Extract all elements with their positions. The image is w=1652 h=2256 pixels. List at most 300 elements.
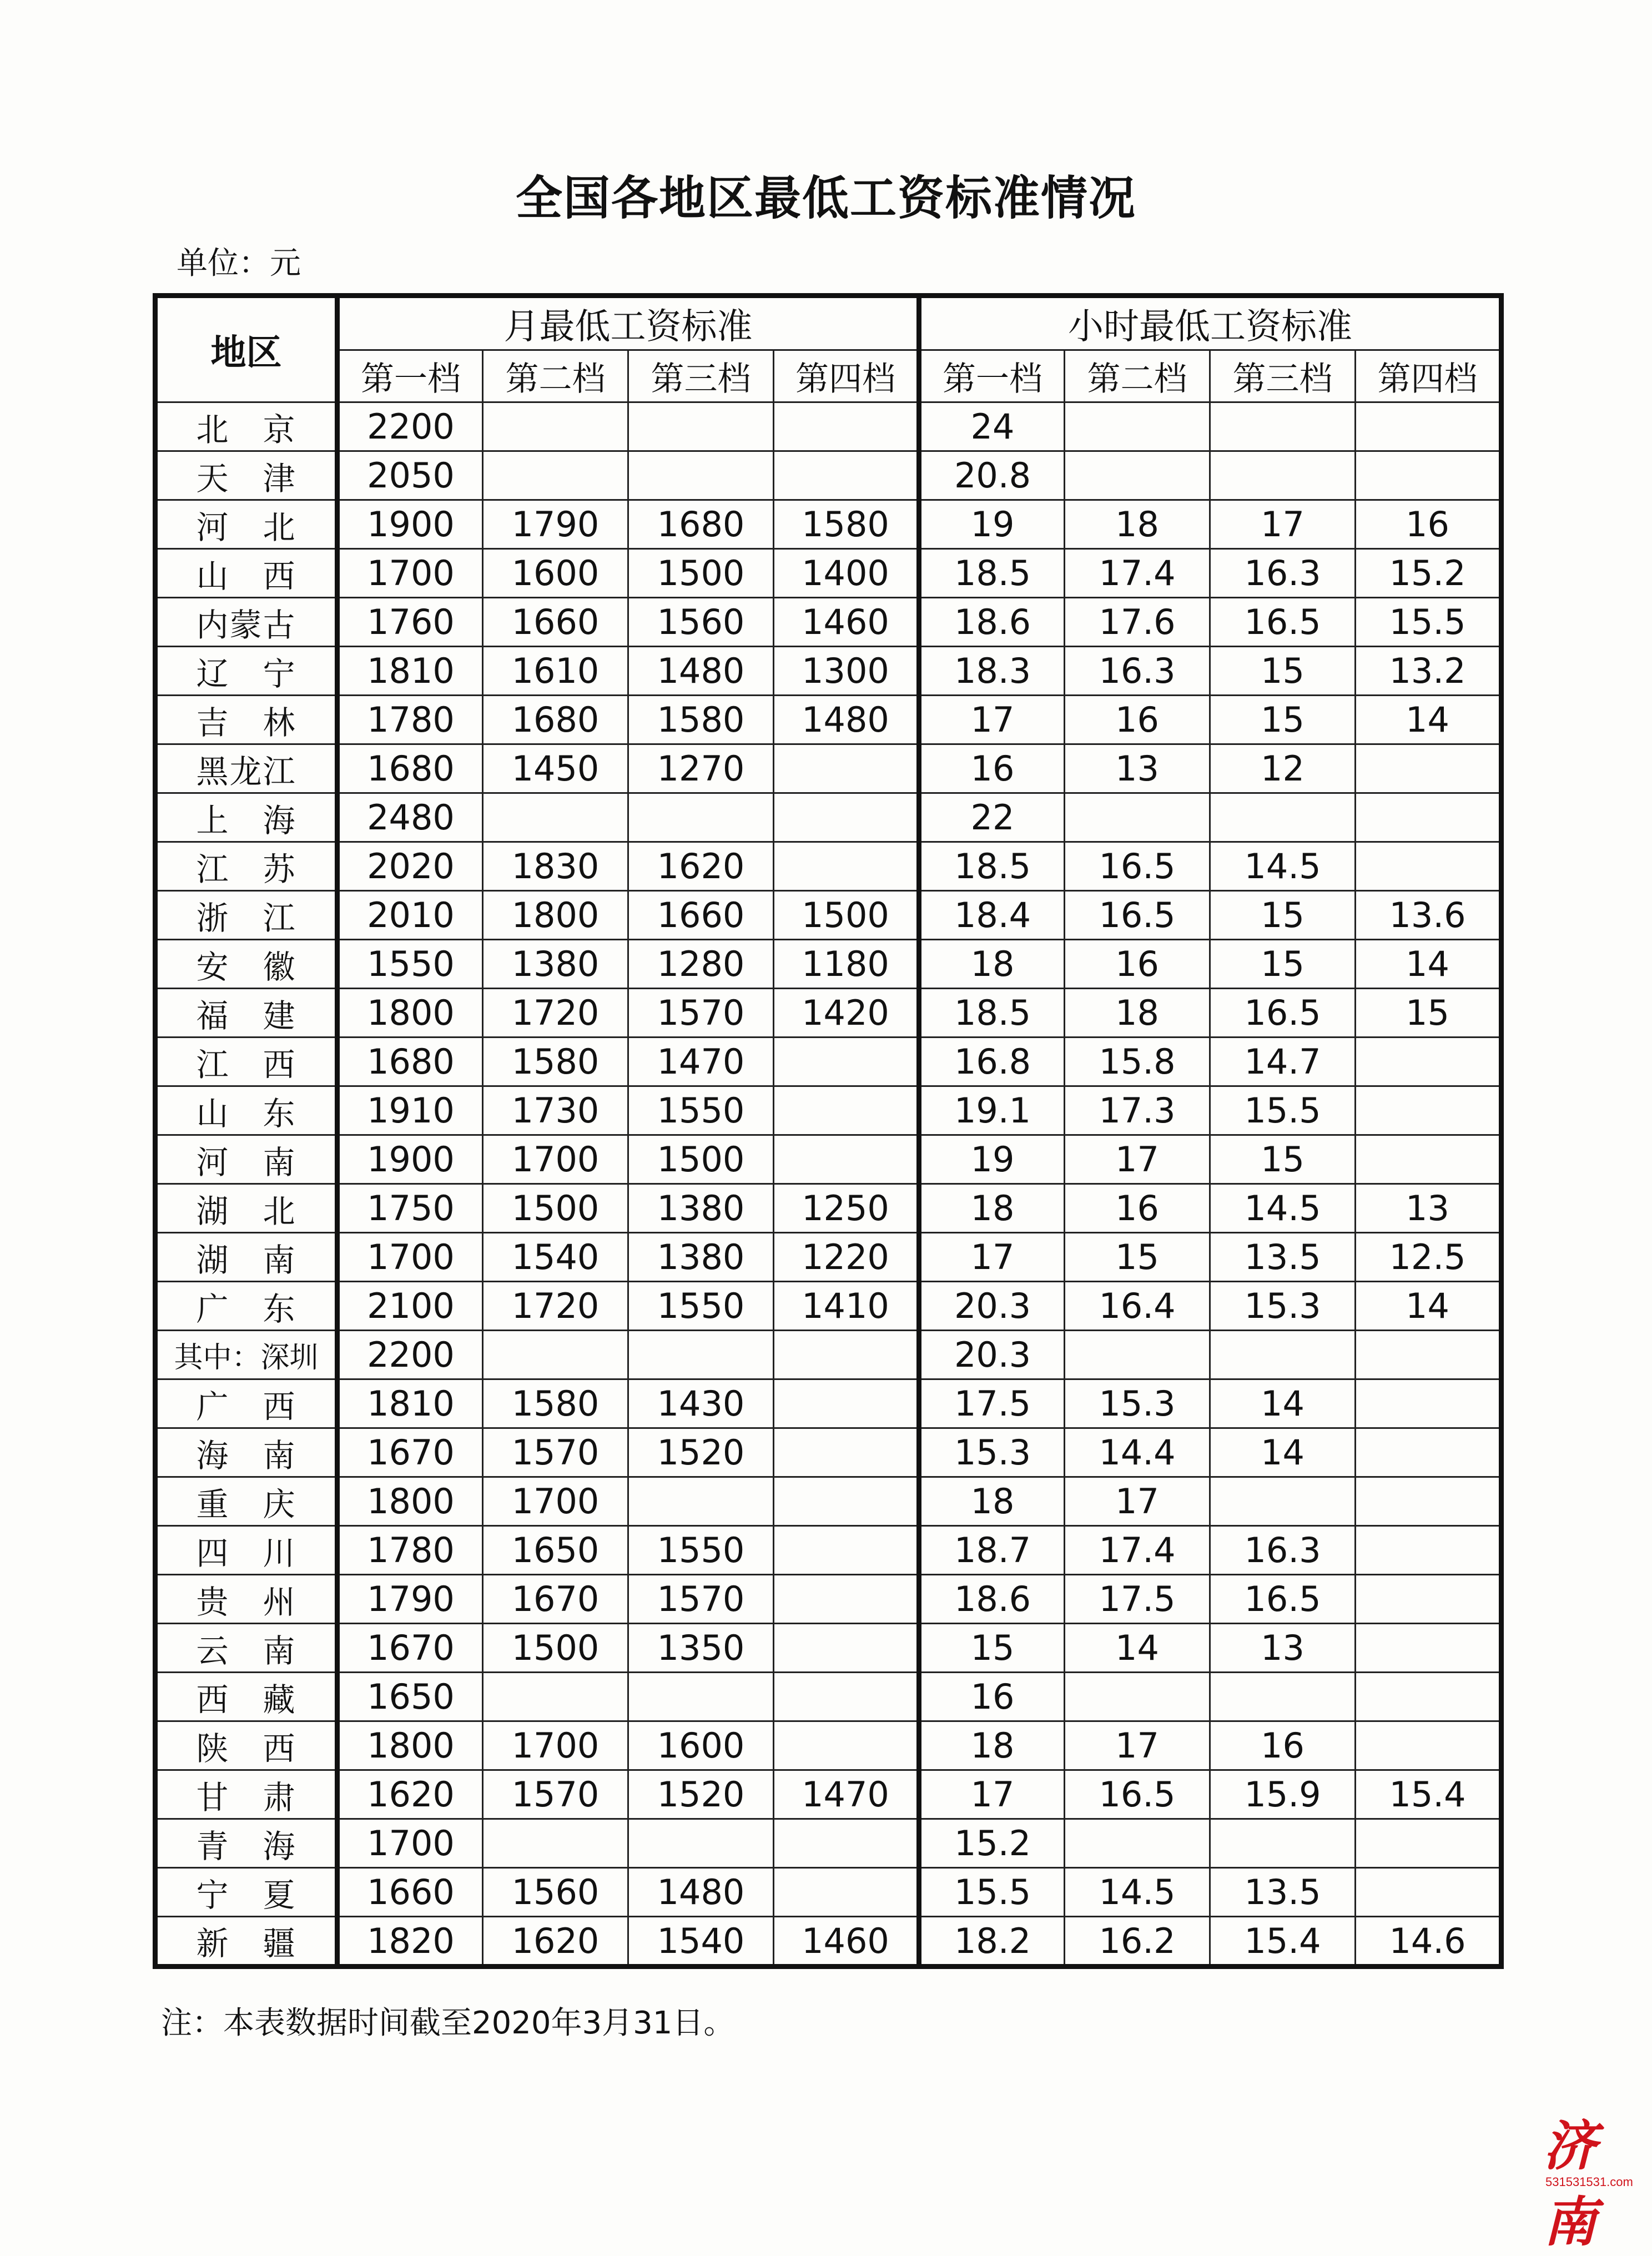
hourly-value-cell: 15.4 (1356, 1770, 1502, 1819)
monthly-value-cell: 1550 (628, 1282, 774, 1331)
table-row (155, 891, 1502, 940)
monthly-value-cell: 1670 (338, 1428, 483, 1477)
hourly-value-cell: 16.5 (1210, 598, 1356, 647)
hourly-value-cell: 18 (919, 1721, 1065, 1770)
monthly-value-cell: 1900 (338, 1135, 483, 1184)
hourly-value-cell: 14 (1210, 1379, 1356, 1428)
monthly-value-cell: 1730 (483, 1086, 628, 1135)
hourly-value-cell: 13 (1356, 1184, 1502, 1233)
monthly-value-cell: 1580 (483, 1038, 628, 1086)
table-row (155, 402, 1502, 451)
monthly-value-cell: 1750 (338, 1184, 483, 1233)
table-row (155, 1086, 1502, 1135)
hourly-value-cell (1356, 1038, 1502, 1086)
table-row (155, 1917, 1502, 1967)
monthly-value-cell: 2010 (338, 891, 483, 940)
table-row (155, 696, 1502, 744)
hourly-tier-header: 第二档 (1065, 350, 1210, 402)
monthly-value-cell: 1650 (338, 1673, 483, 1721)
monthly-value-cell: 1780 (338, 696, 483, 744)
hourly-value-cell: 16.5 (1065, 1770, 1210, 1819)
hourly-value-cell: 16.3 (1210, 1526, 1356, 1575)
monthly-value-cell: 2480 (338, 793, 483, 842)
watermark-logo-url: 531531531.com (1545, 2175, 1633, 2189)
region-cell: 广 西 (155, 1379, 338, 1428)
hourly-value-cell: 15.2 (1356, 549, 1502, 598)
region-cell: 天 津 (155, 451, 338, 500)
hourly-value-cell: 14.5 (1065, 1868, 1210, 1917)
hourly-value-cell (1356, 1135, 1502, 1184)
monthly-value-cell: 1300 (774, 647, 919, 696)
hourly-value-cell (1210, 402, 1356, 451)
region-cell: 宁 夏 (155, 1868, 338, 1917)
hourly-value-cell (1065, 451, 1210, 500)
monthly-value-cell: 1600 (483, 549, 628, 598)
monthly-tier-header: 第三档 (628, 350, 774, 402)
hourly-value-cell (1356, 1673, 1502, 1721)
table-row (155, 842, 1502, 891)
hourly-value-cell (1356, 1379, 1502, 1428)
hourly-value-cell: 14 (1356, 940, 1502, 989)
table-row (155, 1282, 1502, 1331)
hourly-value-cell (1356, 1331, 1502, 1379)
monthly-value-cell (774, 1135, 919, 1184)
hourly-value-cell: 14 (1065, 1624, 1210, 1673)
table-row (155, 1428, 1502, 1477)
monthly-value-cell: 1550 (628, 1526, 774, 1575)
monthly-value-cell: 1270 (628, 744, 774, 793)
table-row (155, 1770, 1502, 1819)
hourly-value-cell: 17.5 (919, 1379, 1065, 1428)
wage-table (153, 293, 1504, 1969)
region-cell: 安 徽 (155, 940, 338, 989)
region-cell: 辽 宁 (155, 647, 338, 696)
monthly-value-cell (628, 1673, 774, 1721)
monthly-value-cell: 1800 (338, 1477, 483, 1526)
hourly-value-cell: 16 (1210, 1721, 1356, 1770)
hourly-value-cell: 14.5 (1210, 1184, 1356, 1233)
region-cell: 青 海 (155, 1819, 338, 1868)
monthly-value-cell: 1660 (483, 598, 628, 647)
monthly-value-cell (774, 1331, 919, 1379)
monthly-value-cell (774, 1868, 919, 1917)
monthly-value-cell: 1380 (628, 1233, 774, 1282)
monthly-value-cell (628, 1331, 774, 1379)
table-row (155, 1477, 1502, 1526)
monthly-value-cell: 1650 (483, 1526, 628, 1575)
monthly-value-cell: 1250 (774, 1184, 919, 1233)
monthly-value-cell: 1380 (483, 940, 628, 989)
hourly-value-cell: 18.5 (919, 989, 1065, 1038)
hourly-value-cell (1065, 1331, 1210, 1379)
monthly-value-cell: 1570 (483, 1428, 628, 1477)
monthly-value-cell (774, 1428, 919, 1477)
hourly-value-cell: 15.2 (919, 1819, 1065, 1868)
monthly-value-cell: 1570 (628, 989, 774, 1038)
hourly-value-cell (1065, 402, 1210, 451)
table-row (155, 1331, 1502, 1379)
hourly-value-cell: 18 (1065, 989, 1210, 1038)
monthly-value-cell: 1500 (483, 1624, 628, 1673)
table-row (155, 500, 1502, 549)
watermark-logo (1538, 2104, 1649, 2253)
monthly-value-cell (774, 793, 919, 842)
hourly-value-cell: 17 (919, 696, 1065, 744)
monthly-value-cell (628, 451, 774, 500)
monthly-value-cell (483, 451, 628, 500)
hourly-value-cell: 16 (1065, 696, 1210, 744)
hourly-value-cell: 17 (1065, 1721, 1210, 1770)
region-cell: 江 西 (155, 1038, 338, 1086)
hourly-value-cell (1356, 1624, 1502, 1673)
hourly-value-cell: 14.5 (1210, 842, 1356, 891)
hourly-value-cell: 18.5 (919, 842, 1065, 891)
hourly-value-cell: 16.5 (1210, 989, 1356, 1038)
hourly-value-cell (1356, 1575, 1502, 1624)
hourly-value-cell: 14.7 (1210, 1038, 1356, 1086)
hourly-value-cell: 15.3 (1065, 1379, 1210, 1428)
table-row (155, 451, 1502, 500)
hourly-value-cell: 20.3 (919, 1331, 1065, 1379)
hourly-value-cell: 15.5 (1210, 1086, 1356, 1135)
hourly-value-cell: 18.3 (919, 647, 1065, 696)
monthly-value-cell (628, 1819, 774, 1868)
region-cell: 湖 南 (155, 1233, 338, 1282)
monthly-value-cell: 1700 (338, 1819, 483, 1868)
monthly-value-cell: 1570 (628, 1575, 774, 1624)
hourly-value-cell (1065, 793, 1210, 842)
monthly-value-cell: 1790 (338, 1575, 483, 1624)
watermark-logo-text: 济南 (1543, 2114, 1596, 2253)
hourly-value-cell: 16 (919, 744, 1065, 793)
region-cell: 四 川 (155, 1526, 338, 1575)
monthly-value-cell: 1760 (338, 598, 483, 647)
monthly-value-cell: 1600 (628, 1721, 774, 1770)
hourly-value-cell: 13.5 (1210, 1868, 1356, 1917)
table-row (155, 1624, 1502, 1673)
monthly-value-cell: 2100 (338, 1282, 483, 1331)
monthly-value-cell (483, 1673, 628, 1721)
monthly-value-cell: 1780 (338, 1526, 483, 1575)
region-cell: 福 建 (155, 989, 338, 1038)
hourly-value-cell: 16.2 (1065, 1917, 1210, 1967)
region-cell: 山 西 (155, 549, 338, 598)
hourly-value-cell: 14 (1356, 1282, 1502, 1331)
hourly-value-cell: 20.8 (919, 451, 1065, 500)
monthly-value-cell (483, 402, 628, 451)
hourly-value-cell: 16.3 (1210, 549, 1356, 598)
hourly-value-cell (1065, 1819, 1210, 1868)
monthly-value-cell (774, 1038, 919, 1086)
hourly-value-cell (1356, 793, 1502, 842)
monthly-value-cell: 1800 (338, 1721, 483, 1770)
region-cell: 浙 江 (155, 891, 338, 940)
monthly-value-cell: 1810 (338, 1379, 483, 1428)
monthly-value-cell: 1480 (628, 647, 774, 696)
hourly-value-cell: 16.5 (1210, 1575, 1356, 1624)
hourly-value-cell: 17 (1065, 1135, 1210, 1184)
monthly-value-cell: 1380 (628, 1184, 774, 1233)
hourly-value-cell: 13.2 (1356, 647, 1502, 696)
monthly-value-cell: 1790 (483, 500, 628, 549)
monthly-value-cell: 1580 (483, 1379, 628, 1428)
monthly-value-cell (483, 1331, 628, 1379)
hourly-value-cell (1210, 1819, 1356, 1868)
hourly-value-cell (1356, 1086, 1502, 1135)
monthly-value-cell (774, 1721, 919, 1770)
region-cell: 甘 肃 (155, 1770, 338, 1819)
hourly-value-cell: 16.8 (919, 1038, 1065, 1086)
monthly-tier-header: 第一档 (338, 350, 483, 402)
monthly-value-cell: 1500 (628, 1135, 774, 1184)
monthly-value-cell: 1700 (483, 1721, 628, 1770)
monthly-header: 月最低工资标准 (338, 296, 919, 350)
hourly-value-cell: 15 (1065, 1233, 1210, 1282)
hourly-value-cell: 17 (919, 1770, 1065, 1819)
region-cell: 西 藏 (155, 1673, 338, 1721)
hourly-value-cell: 13 (1065, 744, 1210, 793)
hourly-value-cell: 15 (1356, 989, 1502, 1038)
region-cell: 北 京 (155, 402, 338, 451)
monthly-value-cell (774, 402, 919, 451)
hourly-value-cell: 14.6 (1356, 1917, 1502, 1967)
hourly-value-cell: 15 (1210, 696, 1356, 744)
hourly-value-cell: 19 (919, 500, 1065, 549)
region-cell: 重 庆 (155, 1477, 338, 1526)
monthly-value-cell: 1570 (483, 1770, 628, 1819)
monthly-value-cell: 1460 (774, 1917, 919, 1967)
monthly-value-cell: 1540 (628, 1917, 774, 1967)
hourly-value-cell (1356, 1428, 1502, 1477)
monthly-value-cell (483, 1819, 628, 1868)
monthly-value-cell: 1820 (338, 1917, 483, 1967)
region-cell: 内蒙古 (155, 598, 338, 647)
monthly-value-cell (774, 1086, 919, 1135)
hourly-value-cell: 14 (1356, 696, 1502, 744)
hourly-value-cell: 15 (1210, 647, 1356, 696)
monthly-value-cell: 1410 (774, 1282, 919, 1331)
hourly-value-cell: 17.4 (1065, 1526, 1210, 1575)
hourly-value-cell: 16.4 (1065, 1282, 1210, 1331)
monthly-value-cell: 1810 (338, 647, 483, 696)
region-cell: 其中：深圳 (155, 1331, 338, 1379)
hourly-header: 小时最低工资标准 (919, 296, 1502, 350)
monthly-value-cell (628, 793, 774, 842)
unit-label: 单位：元 (177, 245, 301, 281)
monthly-value-cell: 1700 (483, 1477, 628, 1526)
hourly-value-cell: 13 (1210, 1624, 1356, 1673)
hourly-value-cell: 19.1 (919, 1086, 1065, 1135)
hourly-value-cell (1356, 1477, 1502, 1526)
monthly-value-cell (628, 402, 774, 451)
table-row (155, 1868, 1502, 1917)
monthly-value-cell: 1700 (338, 1233, 483, 1282)
hourly-value-cell: 17.5 (1065, 1575, 1210, 1624)
hourly-value-cell: 15.3 (919, 1428, 1065, 1477)
monthly-value-cell: 1680 (628, 500, 774, 549)
region-cell: 上 海 (155, 793, 338, 842)
hourly-value-cell: 18.6 (919, 598, 1065, 647)
monthly-value-cell: 1720 (483, 989, 628, 1038)
hourly-value-cell: 24 (919, 402, 1065, 451)
monthly-value-cell (774, 1575, 919, 1624)
wage-table-body (155, 402, 1502, 1967)
monthly-value-cell: 1560 (628, 598, 774, 647)
hourly-value-cell (1356, 744, 1502, 793)
hourly-value-cell (1356, 1819, 1502, 1868)
hourly-value-cell: 16 (1356, 500, 1502, 549)
monthly-value-cell: 1580 (774, 500, 919, 549)
hourly-value-cell: 16.3 (1065, 647, 1210, 696)
hourly-value-cell: 13.5 (1210, 1233, 1356, 1282)
monthly-value-cell: 2020 (338, 842, 483, 891)
region-header: 地区 (155, 296, 338, 402)
hourly-value-cell: 15.8 (1065, 1038, 1210, 1086)
monthly-value-cell: 1520 (628, 1428, 774, 1477)
hourly-value-cell (1356, 1721, 1502, 1770)
region-cell: 山 东 (155, 1086, 338, 1135)
monthly-value-cell: 1660 (628, 891, 774, 940)
hourly-value-cell (1356, 402, 1502, 451)
hourly-value-cell: 16 (1065, 1184, 1210, 1233)
monthly-value-cell: 1620 (483, 1917, 628, 1967)
hourly-value-cell: 16.5 (1065, 891, 1210, 940)
monthly-value-cell: 1220 (774, 1233, 919, 1282)
hourly-value-cell: 15 (1210, 1135, 1356, 1184)
region-cell: 湖 北 (155, 1184, 338, 1233)
monthly-value-cell (774, 1379, 919, 1428)
hourly-value-cell: 18 (919, 1184, 1065, 1233)
monthly-value-cell: 2200 (338, 1331, 483, 1379)
monthly-value-cell (774, 1526, 919, 1575)
region-cell: 河 北 (155, 500, 338, 549)
region-cell: 河 南 (155, 1135, 338, 1184)
monthly-value-cell: 1550 (338, 940, 483, 989)
table-row (155, 1673, 1502, 1721)
hourly-value-cell (1210, 1477, 1356, 1526)
hourly-value-cell: 15.9 (1210, 1770, 1356, 1819)
monthly-value-cell (774, 1819, 919, 1868)
table-row (155, 989, 1502, 1038)
monthly-value-cell: 1550 (628, 1086, 774, 1135)
hourly-value-cell: 15 (1210, 891, 1356, 940)
monthly-value-cell: 1800 (483, 891, 628, 940)
table-row (155, 1135, 1502, 1184)
hourly-value-cell: 15 (919, 1624, 1065, 1673)
monthly-value-cell: 1800 (338, 989, 483, 1038)
table-row (155, 1526, 1502, 1575)
monthly-value-cell (483, 793, 628, 842)
monthly-value-cell: 1520 (628, 1770, 774, 1819)
hourly-value-cell: 14.4 (1065, 1428, 1210, 1477)
hourly-value-cell: 15 (1210, 940, 1356, 989)
hourly-value-cell (1065, 1673, 1210, 1721)
hourly-value-cell: 17.3 (1065, 1086, 1210, 1135)
monthly-value-cell: 1910 (338, 1086, 483, 1135)
region-cell: 云 南 (155, 1624, 338, 1673)
region-cell: 江 苏 (155, 842, 338, 891)
region-cell: 黑龙江 (155, 744, 338, 793)
hourly-tier-header: 第一档 (919, 350, 1065, 402)
monthly-value-cell: 1480 (628, 1868, 774, 1917)
monthly-value-cell: 1280 (628, 940, 774, 989)
monthly-value-cell: 1470 (774, 1770, 919, 1819)
table-row (155, 1379, 1502, 1428)
monthly-value-cell: 1460 (774, 598, 919, 647)
monthly-value-cell: 1900 (338, 500, 483, 549)
monthly-tier-header: 第二档 (483, 350, 628, 402)
hourly-value-cell: 17 (1210, 500, 1356, 549)
table-row (155, 1184, 1502, 1233)
hourly-value-cell (1210, 1331, 1356, 1379)
hourly-value-cell: 18 (919, 1477, 1065, 1526)
monthly-value-cell: 1430 (628, 1379, 774, 1428)
hourly-value-cell: 12.5 (1356, 1233, 1502, 1282)
hourly-value-cell: 19 (919, 1135, 1065, 1184)
table-row (155, 549, 1502, 598)
hourly-value-cell (1210, 451, 1356, 500)
hourly-value-cell: 16.5 (1065, 842, 1210, 891)
hourly-value-cell: 17.6 (1065, 598, 1210, 647)
hourly-value-cell: 17 (1065, 1477, 1210, 1526)
monthly-value-cell: 1680 (338, 1038, 483, 1086)
monthly-value-cell: 1350 (628, 1624, 774, 1673)
hourly-value-cell: 14 (1210, 1428, 1356, 1477)
hourly-tier-header: 第三档 (1210, 350, 1356, 402)
monthly-value-cell: 2200 (338, 402, 483, 451)
region-cell: 海 南 (155, 1428, 338, 1477)
page-title: 全国各地区最低工资标准情况 (515, 171, 1136, 225)
hourly-value-cell: 15.4 (1210, 1917, 1356, 1967)
monthly-value-cell: 1830 (483, 842, 628, 891)
table-row (155, 1038, 1502, 1086)
monthly-value-cell: 1540 (483, 1233, 628, 1282)
hourly-value-cell: 16 (919, 1673, 1065, 1721)
hourly-value-cell: 20.3 (919, 1282, 1065, 1331)
hourly-value-cell: 18 (919, 940, 1065, 989)
hourly-tier-header: 第四档 (1356, 350, 1502, 402)
monthly-value-cell: 1680 (338, 744, 483, 793)
table-row (155, 1819, 1502, 1868)
monthly-value-cell: 1620 (338, 1770, 483, 1819)
region-cell: 新 疆 (155, 1917, 338, 1967)
monthly-value-cell: 1660 (338, 1868, 483, 1917)
monthly-value-cell (774, 1477, 919, 1526)
monthly-value-cell: 1700 (338, 549, 483, 598)
region-cell: 吉 林 (155, 696, 338, 744)
hourly-value-cell: 18.5 (919, 549, 1065, 598)
monthly-value-cell: 1400 (774, 549, 919, 598)
table-row (155, 1721, 1502, 1770)
monthly-value-cell: 1670 (338, 1624, 483, 1673)
hourly-value-cell: 16 (1065, 940, 1210, 989)
monthly-value-cell: 1420 (774, 989, 919, 1038)
hourly-value-cell: 13.6 (1356, 891, 1502, 940)
monthly-value-cell: 1610 (483, 647, 628, 696)
monthly-value-cell: 1450 (483, 744, 628, 793)
monthly-value-cell: 1500 (483, 1184, 628, 1233)
hourly-value-cell (1356, 842, 1502, 891)
table-row (155, 793, 1502, 842)
hourly-value-cell: 18.6 (919, 1575, 1065, 1624)
monthly-value-cell (628, 1477, 774, 1526)
hourly-value-cell: 18 (1065, 500, 1210, 549)
hourly-value-cell: 17 (919, 1233, 1065, 1282)
monthly-tier-header: 第四档 (774, 350, 919, 402)
region-cell: 贵 州 (155, 1575, 338, 1624)
monthly-value-cell (774, 744, 919, 793)
hourly-value-cell: 18.7 (919, 1526, 1065, 1575)
